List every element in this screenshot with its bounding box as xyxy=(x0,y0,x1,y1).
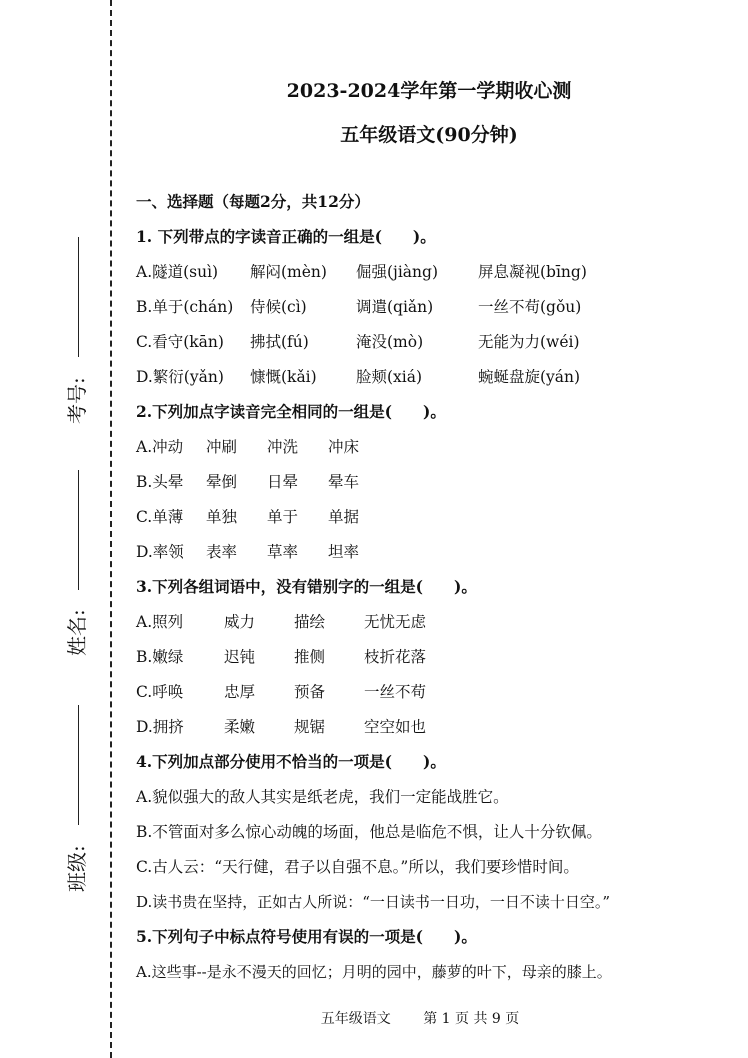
q3-option-row xyxy=(136,612,496,632)
q1-d-item: D.繁衍(yǎn) xyxy=(136,368,224,386)
exam-title: 2023-2024学年第一学期收心测 xyxy=(286,80,572,102)
q2-item: D.率领 xyxy=(136,543,184,561)
class-blank[interactable] xyxy=(78,705,79,825)
section-heading: 一、选择题（每题2分，共12分） xyxy=(136,192,370,211)
q2-item: 单独 xyxy=(206,508,238,526)
q1-a-item: 解闷(mèn) xyxy=(250,263,327,281)
q5-option-a: A.这些事--是永不漫天的回忆；月明的园中，藤萝的叶下，母亲的膝上。 xyxy=(136,963,612,981)
q3-item: 枝折花落 xyxy=(364,648,427,666)
question-5-stem: 5.下列句子中标点符号使用有误的一项是( )。 xyxy=(136,927,477,946)
q3-item: 忠厚 xyxy=(224,683,256,701)
q2-item: 表率 xyxy=(206,543,238,561)
q1-a-item: 屏息凝视(bīng) xyxy=(478,263,587,281)
q3-item: D.拥挤 xyxy=(136,718,184,736)
q4-option-a: A.貌似强大的敌人其实是纸老虎，我们一定能战胜它。 xyxy=(136,788,509,806)
question-4-stem: 4.下列加点部分使用不恰当的一项是( )。 xyxy=(136,752,446,771)
q2-item: 冲床 xyxy=(328,438,360,456)
q3-item: 迟钝 xyxy=(224,648,256,666)
q2-option-row xyxy=(136,472,436,492)
question-3-stem: 3.下列各组词语中，没有错别字的一组是( )。 xyxy=(136,577,477,596)
q3-item: A.照列 xyxy=(136,613,184,631)
q1-c-item: C.看守(kān) xyxy=(136,333,224,351)
q3-item: 威力 xyxy=(224,613,256,631)
q1-c-item: 淹没(mò) xyxy=(356,333,424,351)
page-footer xyxy=(0,1008,748,1028)
q3-option-row xyxy=(136,647,496,667)
question-1-stem: 1. 下列带点的字读音正确的一组是( )。 xyxy=(136,227,436,246)
q1-option-row xyxy=(136,367,656,387)
q3-item: 推侧 xyxy=(294,648,326,666)
exam-no-label: 考号: xyxy=(65,377,89,424)
q2-option-row xyxy=(136,437,436,457)
q3-item: 预备 xyxy=(294,683,326,701)
q3-item: 柔嫩 xyxy=(224,718,256,736)
q2-option-row xyxy=(136,507,436,527)
q1-c-item: 拂拭(fú) xyxy=(250,333,309,351)
q3-item: 规锯 xyxy=(294,718,326,736)
q1-b-item: B.单于(chán) xyxy=(136,298,234,316)
q1-option-row xyxy=(136,297,656,317)
q2-item: 晕车 xyxy=(328,473,360,491)
exam-subtitle: 五年级语文(90分钟) xyxy=(340,124,518,146)
q2-option-row xyxy=(136,542,436,562)
q2-item: 单据 xyxy=(328,508,360,526)
q1-d-item: 蜿蜒盘旋(yán) xyxy=(478,368,581,386)
q1-b-item: 一丝不苟(gǒu) xyxy=(478,298,582,316)
q1-b-item: 侍候(cì) xyxy=(250,298,307,316)
q2-item: A.冲动 xyxy=(136,438,184,456)
q3-option-row xyxy=(136,717,496,737)
q2-item: 晕倒 xyxy=(206,473,238,491)
name-label: 姓名: xyxy=(65,609,89,656)
q1-d-item: 脸颊(xiá) xyxy=(356,368,423,386)
q2-item: 冲洗 xyxy=(267,438,299,456)
q2-item: 草率 xyxy=(267,543,299,561)
binding-cut-line xyxy=(110,0,112,1058)
q3-item: B.嫩绿 xyxy=(136,648,184,666)
exam-no-blank[interactable] xyxy=(78,237,79,357)
q2-item: 坦率 xyxy=(328,543,360,561)
footer-page-number: 第 1 页 共 9 页 xyxy=(423,1011,520,1027)
q1-option-row xyxy=(136,332,656,352)
q3-item: 一丝不苟 xyxy=(364,683,427,701)
q1-a-item: 倔强(jiàng) xyxy=(356,263,439,281)
question-2-stem: 2.下列加点字读音完全相同的一组是( )。 xyxy=(136,402,446,421)
q1-b-item: 调遣(qiǎn) xyxy=(356,298,434,316)
q2-item: B.头晕 xyxy=(136,473,184,491)
name-blank[interactable] xyxy=(78,470,79,590)
q4-option-b: B.不管面对多么惊心动魄的场面，他总是临危不惧，让人十分钦佩。 xyxy=(136,823,602,841)
class-label: 班级: xyxy=(65,845,89,892)
q4-option-c: C.古人云：“天行健，君子以自强不息。”所以，我们要珍惜时间。 xyxy=(136,858,579,876)
footer-subject: 五年级语文 xyxy=(320,1011,391,1027)
q3-item: C.呼唤 xyxy=(136,683,184,701)
q1-option-row xyxy=(136,262,656,282)
q1-a-item: A.隧道(suì) xyxy=(136,263,219,281)
q1-c-item: 无能为力(wéi) xyxy=(478,333,580,351)
q2-item: C.单薄 xyxy=(136,508,184,526)
q2-item: 单于 xyxy=(267,508,299,526)
q1-d-item: 慷慨(kǎi) xyxy=(250,368,317,386)
q3-option-row xyxy=(136,682,496,702)
q3-item: 空空如也 xyxy=(364,718,427,736)
q2-item: 日晕 xyxy=(267,473,299,491)
q4-option-d: D.读书贵在坚持，正如古人所说：“一日读书一日功，一日不读十日空。” xyxy=(136,893,611,911)
q3-item: 无忧无虑 xyxy=(364,613,427,631)
q3-item: 描绘 xyxy=(294,613,326,631)
q2-item: 冲刷 xyxy=(206,438,238,456)
